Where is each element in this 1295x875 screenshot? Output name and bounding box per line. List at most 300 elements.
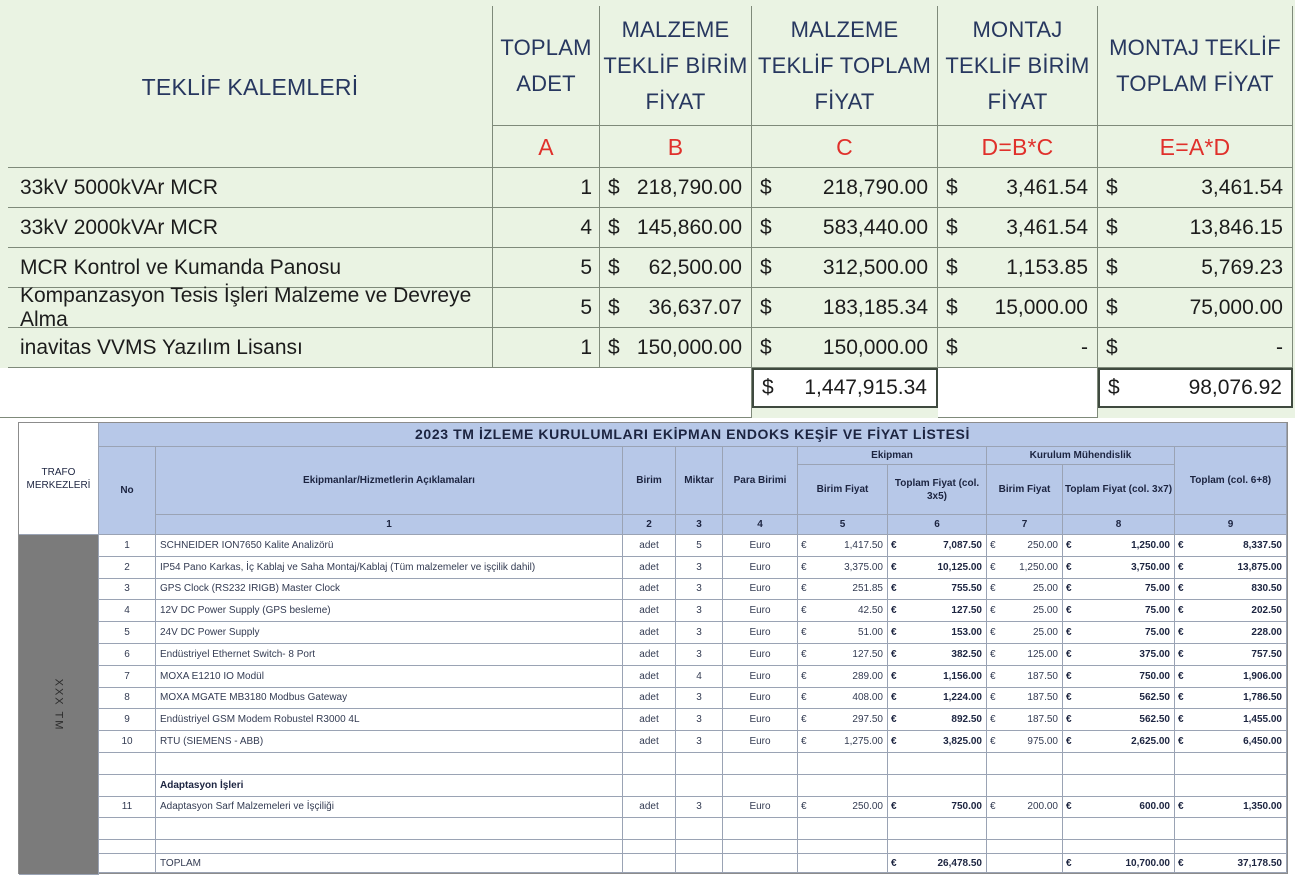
currency-sign: $: [1106, 255, 1118, 279]
euro-sign: €: [801, 648, 807, 660]
amount: 3,461.54: [1006, 175, 1088, 199]
row-qty: 3: [676, 709, 723, 731]
amount: 13,875.00: [1237, 561, 1282, 573]
row-currency: Euro: [723, 557, 798, 579]
blank-cell: [798, 775, 888, 797]
blank-cell: [1063, 753, 1175, 775]
amount: 312,500.00: [822, 255, 928, 279]
blank-cell: [676, 854, 723, 873]
amount: 7,087.50: [943, 539, 982, 551]
euro-sign: €: [801, 539, 807, 551]
row-in-unit: [987, 731, 1063, 753]
row-in-total: [1063, 600, 1175, 622]
currency-sign: $: [760, 175, 772, 199]
currency-sign: $: [946, 295, 958, 319]
euro-sign: €: [990, 692, 996, 704]
currency-sign: $: [946, 175, 958, 199]
item-mat-total: [752, 288, 938, 328]
euro-sign: €: [801, 605, 807, 617]
row-in-total: [1063, 644, 1175, 666]
amount: 1,906.00: [1243, 670, 1282, 682]
row-currency: Euro: [723, 709, 798, 731]
amount: 830.50: [1251, 583, 1282, 595]
blank-cell: [723, 753, 798, 775]
col-header-in-unit: Birim Fiyat: [987, 465, 1063, 515]
blank-cell: [676, 840, 723, 854]
header-items: TEKLİF KALEMLERİ: [8, 6, 493, 168]
header-montage-total: MONTAJ TEKLİF TOPLAM FİYAT: [1098, 6, 1293, 126]
amount: 36,637.07: [648, 295, 742, 319]
amount: 975.00: [1027, 736, 1058, 748]
row-qty: 3: [676, 797, 723, 819]
column-number: 9: [1175, 515, 1287, 535]
amount: 10,125.00: [937, 561, 982, 573]
blank-cell: [99, 840, 156, 854]
row-eq-total: [888, 731, 987, 753]
blank-cell: [888, 818, 987, 840]
amount: 289.00: [852, 670, 883, 682]
row-grand: [1175, 579, 1287, 601]
currency-sign: $: [946, 215, 958, 239]
item-mat-unit: [600, 288, 752, 328]
column-number: 4: [723, 515, 798, 535]
amount: 1,250.00: [1019, 561, 1058, 573]
row-eq-unit: [798, 797, 888, 819]
blank-cell: [623, 753, 676, 775]
row-in-total: [1063, 666, 1175, 688]
item-mat-total: [752, 328, 938, 368]
blank-cell: [888, 775, 987, 797]
currency-sign: $: [608, 255, 620, 279]
euro-sign: €: [1178, 605, 1184, 617]
euro-sign: €: [1066, 692, 1072, 704]
amount: 127.50: [852, 648, 883, 660]
row-in-total: [1063, 535, 1175, 557]
montage-grand-total: [1098, 368, 1293, 408]
formula-letter-d: D=B*C: [938, 126, 1098, 168]
euro-sign: €: [1066, 714, 1072, 726]
euro-sign: €: [801, 801, 807, 813]
amount: 6,450.00: [1243, 736, 1282, 748]
blank-cell: [99, 854, 156, 873]
euro-sign: €: [801, 736, 807, 748]
row-currency: Euro: [723, 622, 798, 644]
totals-blank-2: [938, 368, 1098, 418]
euro-sign: €: [990, 627, 996, 639]
amount: 25.00: [1032, 583, 1058, 595]
item-name: inavitas VVMS Yazılım Lisansı: [8, 328, 493, 368]
item-mat-unit: [600, 248, 752, 288]
amount: 755.50: [951, 583, 982, 595]
row-in-total: [1063, 557, 1175, 579]
amount: 600.00: [1139, 801, 1170, 813]
row-grand: [1175, 557, 1287, 579]
blank-cell: [1175, 753, 1287, 775]
row-in-total: [1063, 709, 1175, 731]
totals-blank: [0, 368, 752, 418]
blank-cell: [798, 818, 888, 840]
amount: 150,000.00: [636, 335, 742, 359]
amount: 202.50: [1251, 605, 1282, 617]
item-mon-unit: [938, 288, 1098, 328]
amount: 750.00: [951, 801, 982, 813]
blank-cell: [156, 818, 623, 840]
row-qty: 3: [676, 622, 723, 644]
amount: 187.50: [1027, 670, 1058, 682]
currency-sign: $: [946, 335, 958, 359]
amount: 2,625.00: [1131, 736, 1170, 748]
amount: 25.00: [1032, 627, 1058, 639]
row-no: 8: [99, 688, 156, 710]
column-number: 5: [798, 515, 888, 535]
amount: 98,076.92: [1188, 376, 1282, 399]
blank-cell: [888, 840, 987, 854]
row-grand: [1175, 622, 1287, 644]
col-header-currency: Para Birimi: [723, 447, 798, 515]
euro-sign: €: [891, 561, 897, 573]
currency-sign: $: [762, 376, 774, 399]
formula-letter-c: C: [752, 126, 938, 168]
currency-sign: $: [946, 255, 958, 279]
euro-sign: €: [1178, 561, 1184, 573]
group-header-installation: Kurulum Mühendislik: [987, 447, 1175, 465]
euro-sign: €: [1066, 539, 1072, 551]
row-grand: [1175, 731, 1287, 753]
row-in-total: [1063, 731, 1175, 753]
euro-sign: €: [891, 627, 897, 639]
column-number: 1: [156, 515, 623, 535]
item-mon-unit: [938, 208, 1098, 248]
row-description: 12V DC Power Supply (GPS besleme): [156, 600, 623, 622]
amount: 1,447,915.34: [804, 376, 927, 399]
item-mon-total: [1098, 328, 1293, 368]
currency-sign: $: [1106, 175, 1118, 199]
total-eq-total: [888, 854, 987, 873]
row-grand: [1175, 688, 1287, 710]
row-in-unit: [987, 666, 1063, 688]
amount: 218,790.00: [822, 175, 928, 199]
row-currency: Euro: [723, 666, 798, 688]
currency-sign: $: [760, 215, 772, 239]
item-name: MCR Kontrol ve Kumanda Panosu: [8, 248, 493, 288]
euro-sign: €: [990, 670, 996, 682]
amount: 250.00: [852, 801, 883, 813]
blank-cell: [798, 840, 888, 854]
euro-sign: €: [990, 714, 996, 726]
row-qty: 3: [676, 731, 723, 753]
row-qty: 3: [676, 600, 723, 622]
amount: 250.00: [1027, 539, 1058, 551]
item-name: 33kV 2000kVAr MCR: [8, 208, 493, 248]
amount: 1,224.00: [943, 692, 982, 704]
currency-sign: $: [608, 295, 620, 319]
amount: 1,275.00: [844, 736, 883, 748]
item-mon-unit: [938, 328, 1098, 368]
amount: 1,786.50: [1243, 692, 1282, 704]
row-qty: 3: [676, 579, 723, 601]
amount: 892.50: [951, 714, 982, 726]
blank-cell: [1175, 775, 1287, 797]
row-unit: adet: [623, 557, 676, 579]
currency-sign: $: [760, 255, 772, 279]
amount: 37,178.50: [1237, 857, 1282, 869]
offer-summary-table: [0, 0, 1295, 418]
item-mat-total: [752, 208, 938, 248]
amount: 153.00: [951, 627, 982, 639]
row-currency: Euro: [723, 731, 798, 753]
amount: 583,440.00: [822, 215, 928, 239]
blank-cell: [676, 818, 723, 840]
amount: 228.00: [1251, 627, 1282, 639]
column-number: 2: [623, 515, 676, 535]
item-mat-unit: [600, 208, 752, 248]
total-label: TOPLAM: [156, 854, 623, 873]
row-eq-total: [888, 600, 987, 622]
currency-sign: $: [1106, 335, 1118, 359]
row-currency: Euro: [723, 579, 798, 601]
col-header-qty: Miktar: [676, 447, 723, 515]
row-in-unit: [987, 709, 1063, 731]
row-currency: Euro: [723, 797, 798, 819]
euro-sign: €: [891, 714, 897, 726]
row-description: Endüstriyel GSM Modem Robustel R3000 4L: [156, 709, 623, 731]
row-in-unit: [987, 557, 1063, 579]
blank-cell: [723, 775, 798, 797]
euro-sign: €: [891, 857, 897, 869]
euro-sign: €: [801, 583, 807, 595]
item-mon-total: [1098, 248, 1293, 288]
equipment-price-sheet: [18, 422, 1288, 874]
euro-sign: €: [891, 648, 897, 660]
amount: 1,350.00: [1243, 801, 1282, 813]
euro-sign: €: [990, 801, 996, 813]
row-currency: Euro: [723, 688, 798, 710]
row-description: SCHNEIDER ION7650 Kalite Analizörü: [156, 535, 623, 557]
row-eq-total: [888, 666, 987, 688]
amount: 3,461.54: [1201, 175, 1283, 199]
blank-cell: [987, 840, 1063, 854]
row-qty: 3: [676, 688, 723, 710]
amount: 25.00: [1032, 605, 1058, 617]
amount: 3,750.00: [1131, 561, 1170, 573]
amount: 145,860.00: [636, 215, 742, 239]
blank-cell: [723, 818, 798, 840]
blank-cell: [723, 840, 798, 854]
trafo-header: TRAFO MERKEZLERİ: [19, 423, 99, 535]
col-header-no: No: [99, 447, 156, 535]
blank-cell: [1063, 775, 1175, 797]
item-qty: 1: [493, 328, 600, 368]
amount: 297.50: [852, 714, 883, 726]
amount: 127.50: [951, 605, 982, 617]
euro-sign: €: [1066, 648, 1072, 660]
amount: 51.00: [857, 627, 883, 639]
currency-sign: $: [608, 335, 620, 359]
row-in-total: [1063, 579, 1175, 601]
col-header-eq-total: Toplam Fiyat (col. 3x5): [888, 465, 987, 515]
blank-cell: [1175, 840, 1287, 854]
amount: 75.00: [1144, 583, 1170, 595]
amount: 13,846.15: [1189, 215, 1283, 239]
row-in-unit: [987, 644, 1063, 666]
row-unit: adet: [623, 797, 676, 819]
amount: 75.00: [1144, 627, 1170, 639]
euro-sign: €: [1178, 670, 1184, 682]
row-grand: [1175, 666, 1287, 688]
euro-sign: €: [1066, 801, 1072, 813]
row-no: 10: [99, 731, 156, 753]
blank-cell: [798, 753, 888, 775]
row-in-total: [1063, 797, 1175, 819]
amount: -: [1276, 335, 1283, 359]
row-eq-total: [888, 709, 987, 731]
amount: 125.00: [1027, 648, 1058, 660]
euro-sign: €: [891, 736, 897, 748]
blank-cell: [798, 854, 888, 873]
row-eq-unit: [798, 666, 888, 688]
euro-sign: €: [1066, 627, 1072, 639]
currency-sign: $: [1106, 215, 1118, 239]
row-in-unit: [987, 688, 1063, 710]
euro-sign: €: [891, 539, 897, 551]
amount: 757.50: [1251, 648, 1282, 660]
currency-sign: $: [760, 295, 772, 319]
row-eq-unit: [798, 557, 888, 579]
euro-sign: €: [1066, 561, 1072, 573]
amount: 200.00: [1027, 801, 1058, 813]
amount: 251.85: [852, 583, 883, 595]
side-label: XXX TM: [52, 678, 65, 731]
row-eq-unit: [798, 688, 888, 710]
row-eq-unit: [798, 644, 888, 666]
row-eq-total: [888, 644, 987, 666]
amount: -: [1081, 335, 1088, 359]
euro-sign: €: [1066, 736, 1072, 748]
row-unit: adet: [623, 644, 676, 666]
blank-cell: [987, 775, 1063, 797]
euro-sign: €: [1066, 583, 1072, 595]
row-in-unit: [987, 579, 1063, 601]
row-eq-total: [888, 622, 987, 644]
row-description: 24V DC Power Supply: [156, 622, 623, 644]
blank-cell: [623, 840, 676, 854]
amount: 15,000.00: [994, 295, 1088, 319]
row-no: 5: [99, 622, 156, 644]
row-grand: [1175, 797, 1287, 819]
row-no: 6: [99, 644, 156, 666]
row-unit: adet: [623, 666, 676, 688]
row-description: Endüstriyel Ethernet Switch- 8 Port: [156, 644, 623, 666]
amount: 62,500.00: [648, 255, 742, 279]
euro-sign: €: [1178, 539, 1184, 551]
row-eq-total: [888, 557, 987, 579]
blank-cell: [676, 775, 723, 797]
currency-sign: $: [608, 175, 620, 199]
row-eq-total: [888, 535, 987, 557]
item-mon-total: [1098, 168, 1293, 208]
column-number: 8: [1063, 515, 1175, 535]
euro-sign: €: [1066, 605, 1072, 617]
row-eq-unit: [798, 731, 888, 753]
item-name: 33kV 5000kVAr MCR: [8, 168, 493, 208]
row-eq-total: [888, 688, 987, 710]
amount: 3,375.00: [844, 561, 883, 573]
total-in-total: [1063, 854, 1175, 873]
amount: 218,790.00: [636, 175, 742, 199]
currency-sign: $: [608, 215, 620, 239]
euro-sign: €: [990, 561, 996, 573]
euro-sign: €: [1178, 692, 1184, 704]
item-mon-unit: [938, 248, 1098, 288]
item-qty: 1: [493, 168, 600, 208]
amount: 187.50: [1027, 692, 1058, 704]
euro-sign: €: [1178, 801, 1184, 813]
row-currency[interactable]: Euro: [723, 600, 798, 622]
row-qty: 3: [676, 644, 723, 666]
euro-sign: €: [801, 670, 807, 682]
blank-cell: [987, 818, 1063, 840]
row-grand: [1175, 535, 1287, 557]
row-description: RTU (SIEMENS - ABB): [156, 731, 623, 753]
header-qty: TOPLAM ADET: [493, 6, 600, 126]
amount: 187.50: [1027, 714, 1058, 726]
item-mon-total: [1098, 288, 1293, 328]
row-in-total: [1063, 622, 1175, 644]
row-eq-unit: [798, 535, 888, 557]
euro-sign: €: [1066, 857, 1072, 869]
blank-cell: [99, 818, 156, 840]
amount: 562.50: [1139, 692, 1170, 704]
amount: 75.00: [1144, 605, 1170, 617]
row-qty: 3: [676, 557, 723, 579]
header-montage-unit: MONTAJ TEKLİF BİRİM FİYAT: [938, 6, 1098, 126]
row-in-unit: [987, 535, 1063, 557]
col-header-unit: Birim: [623, 447, 676, 515]
item-mat-unit: [600, 328, 752, 368]
row-no: 11: [99, 797, 156, 819]
row-description: MOXA MGATE MB3180 Modbus Gateway: [156, 688, 623, 710]
blank-cell: [623, 775, 676, 797]
row-in-total: [1063, 688, 1175, 710]
row-unit: adet: [623, 535, 676, 557]
euro-sign: €: [990, 605, 996, 617]
blank-cell: [623, 854, 676, 873]
blank-cell: [1063, 840, 1175, 854]
amount: 8,337.50: [1243, 539, 1282, 551]
amount: 5,769.23: [1201, 255, 1283, 279]
blank-cell: [987, 854, 1063, 873]
amount: 1,156.00: [943, 670, 982, 682]
row-eq-unit: [798, 709, 888, 731]
amount: 3,461.54: [1006, 215, 1088, 239]
item-mon-total: [1098, 208, 1293, 248]
blank-cell: [888, 753, 987, 775]
euro-sign: €: [891, 670, 897, 682]
currency-sign: $: [1106, 295, 1118, 319]
column-number: 6: [888, 515, 987, 535]
item-mat-total: [752, 248, 938, 288]
row-unit: adet: [623, 622, 676, 644]
amount: 1,153.85: [1006, 255, 1088, 279]
amount: 10,700.00: [1125, 857, 1170, 869]
row-no: 4: [99, 600, 156, 622]
euro-sign: €: [801, 561, 807, 573]
column-number: 3: [676, 515, 723, 535]
amount: 408.00: [852, 692, 883, 704]
amount: 183,185.34: [822, 295, 928, 319]
row-qty: 5: [676, 535, 723, 557]
euro-sign: €: [801, 714, 807, 726]
